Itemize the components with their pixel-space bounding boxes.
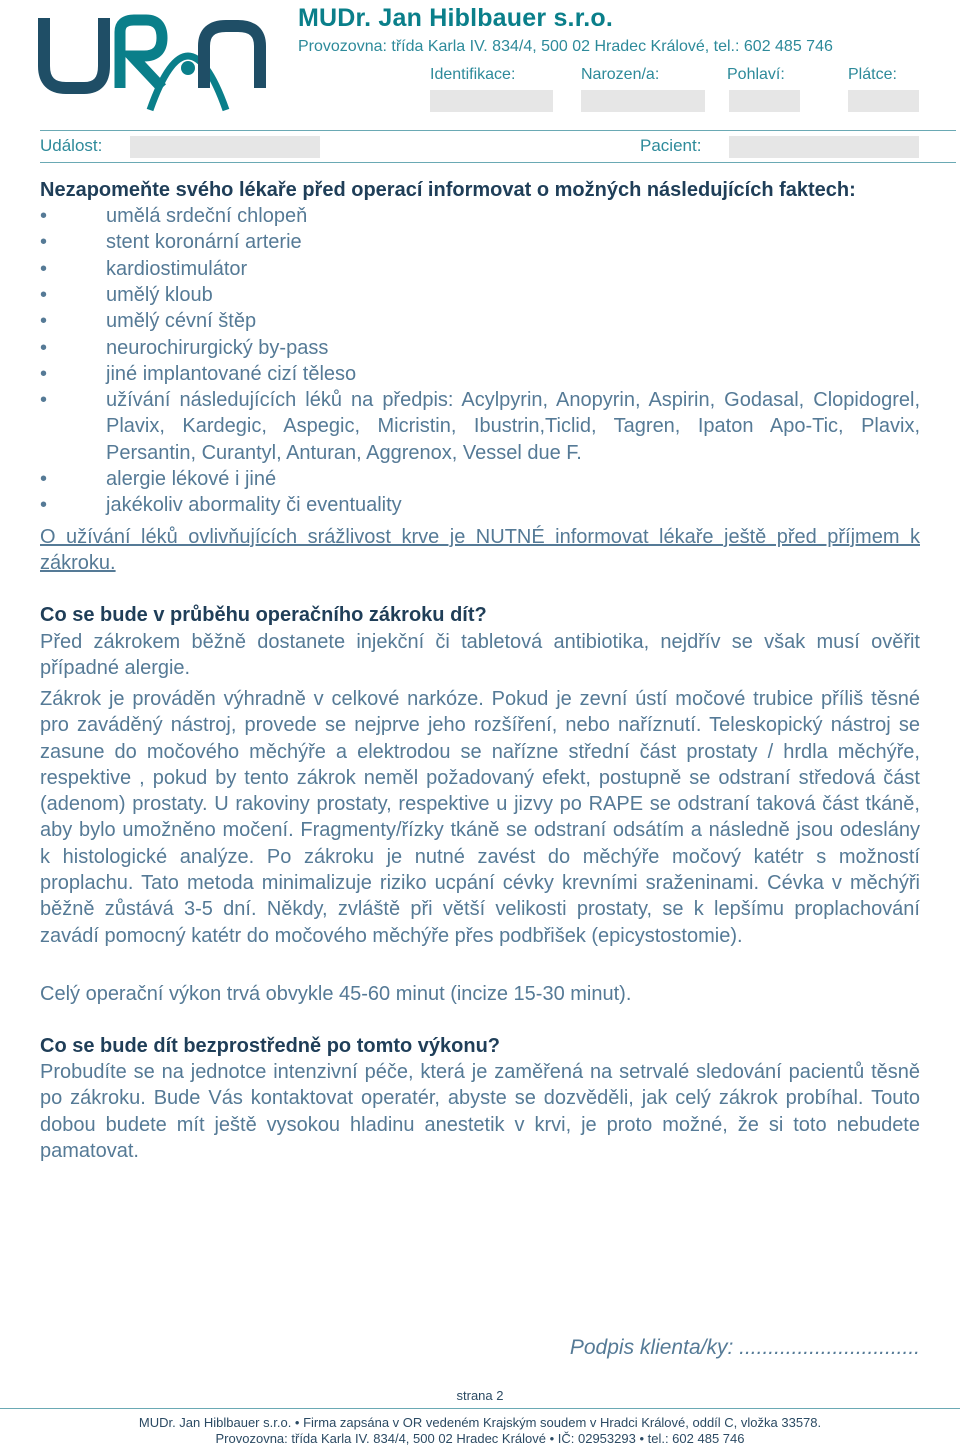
bullet: • <box>40 284 48 306</box>
udalost-field[interactable] <box>130 136 320 158</box>
pacient-label: Pacient: <box>640 136 702 155</box>
firm-address: Provozovna: třída Karla IV. 834/4, 500 02 Hradec Králové, tel.: 602 485 746 <box>298 38 833 55</box>
section1-heading: Nezapomeňte svého lékaře před operací informovat o možných následujících faktech: <box>40 179 856 201</box>
client-signature-line: Podpis klienta/ky: ............................... <box>569 1336 920 1359</box>
pacient-field[interactable] <box>729 136 919 158</box>
pohlavi-field[interactable] <box>729 90 800 112</box>
section2-paragraph-antibiotics: Před zákrokem běžně dostanete injekční či tabletová antibiotika, nejdřív se však musí ověřit případné alergie. <box>40 631 920 680</box>
platce-label: Plátce: <box>848 66 897 83</box>
bullet: • <box>40 258 48 280</box>
udalost-label: Událost: <box>40 136 103 155</box>
section3-paragraph: Probudíte se na jednotce intenzivní péče, která je zaměřená na setrvalé sledování pacientů těsně po zákroku. Bude Vás kontaktovat operatér, abyste se dozvěděli, jak celý zákrok probíhal. Touto dobou budete mít ještě vysokou hladinu anestetik v krvi, je proto možné, že si toto nebudete pamatovat. <box>40 1061 920 1162</box>
narozen-field[interactable] <box>581 90 705 112</box>
list-item: • kardiostimulátor <box>40 256 920 282</box>
uran-logo-graphic <box>38 6 268 118</box>
uran-logo <box>38 6 268 118</box>
header-divider-top <box>40 130 956 131</box>
identifikace-label: Identifikace: <box>430 66 516 83</box>
list-item: • umělý cévní štěp <box>40 308 920 334</box>
list-item: • stent koronární arterie <box>40 229 920 255</box>
footer-line-2: Provozovna: třída Karla IV. 834/4, 500 02 Hradec Králové • IČ: 02953293 • tel.: 602 485 746 <box>215 1431 745 1446</box>
list-item: • umělá srdeční chlopeň <box>40 203 920 229</box>
narozen-label: Narozen/a: <box>581 66 660 83</box>
list-item: • jakékoliv abormality či eventuality <box>40 492 920 518</box>
identifikace-field[interactable] <box>430 90 553 112</box>
page-number: strana 2 <box>456 1388 504 1403</box>
bullet: • <box>40 205 48 227</box>
list-item: • umělý kloub <box>40 282 920 308</box>
pohlavi-label: Pohlaví: <box>727 66 785 83</box>
firm-name: MUDr. Jan Hiblbauer s.r.o. <box>298 4 614 32</box>
list-item-medications: • užívání následujících léků na předpis: Acylpyrin, Anopyrin, Aspirin, Godasal, Clopidogrel, Plavix, Kardegic, Aspegic, Micristin, Ibustrin,Ticlid, Tagren, Ipaton Apo-Tic, Plavix, Persantin, Curantyl, Anturan, Aggrenox, Vessel due F. <box>40 389 920 464</box>
list-item: • alergie lékové i jiné <box>40 466 920 492</box>
platce-field[interactable] <box>848 90 919 112</box>
section2-paragraph-duration: Celý operační výkon trvá obvykle 45-60 minut (incize 15-30 minut). <box>40 983 632 1005</box>
bullet: • <box>40 389 48 411</box>
bullet: • <box>40 231 48 253</box>
list-item: • neurochirurgický by-pass <box>40 335 920 361</box>
section2-paragraph-procedure: Zákrok je prováděn výhradně v celkové narkóze. Pokud je zevní ústí močové trubice příliš těsné pro zaváděný nástroj, provede se nejprve jeho rozšíření, nebo naříznutí. Teleskopický nástroj se zasune do močového měchýře a elektrodou se nařízne střední část prostaty / hrdla měchýře, respektive , pokud by tento zákrok neměl požadovaný efekt, postupně se odstraní středová část (adenom) prostaty. U rakoviny prostaty, respektive u jizvy po RAPE se odstraní taková část tkáně, aby bylo umožněno močení. Fragmenty/řízky tkáně se odstraní odsátím a následně jsou odeslány k histologické analýze. Po zákroku je nutné zavést do měchýře močový katétr s možností proplachu. Tato metoda minimalizuje riziko ucpání cévky krevními sraženinami. Cévka v měchýři běžně zůstává 3-5 dní. Někdy, zvláště při větší velikosti prostaty, se k lepšímu proplachování zavádí pomocný katétr do močového měchýře přes podbřišek (epicystostomie). <box>40 688 920 947</box>
bullet: • <box>40 468 48 490</box>
list-item: • jiné implantované cizí těleso <box>40 361 920 387</box>
bullet: • <box>40 337 48 359</box>
section2-heading: Co se bude v průběhu operačního zákroku dít? <box>40 604 487 626</box>
bullet: • <box>40 494 48 516</box>
bullet: • <box>40 363 48 385</box>
footer-divider <box>0 1408 960 1409</box>
coagulation-warning: O užívání léků ovlivňujících srážlivost krve je NUTNÉ informovat lékaře ještě před příjmem k zákroku. <box>40 526 920 575</box>
header-divider-bottom <box>40 162 956 163</box>
footer-line-1: MUDr. Jan Hiblbauer s.r.o. • Firma zapsána v OR vedeném Krajským soudem v Hradci Králové, oddíl C, vložka 33578. <box>138 1415 822 1430</box>
bullet: • <box>40 310 48 332</box>
section3-heading: Co se bude dít bezprostředně po tomto výkonu? <box>40 1035 501 1057</box>
